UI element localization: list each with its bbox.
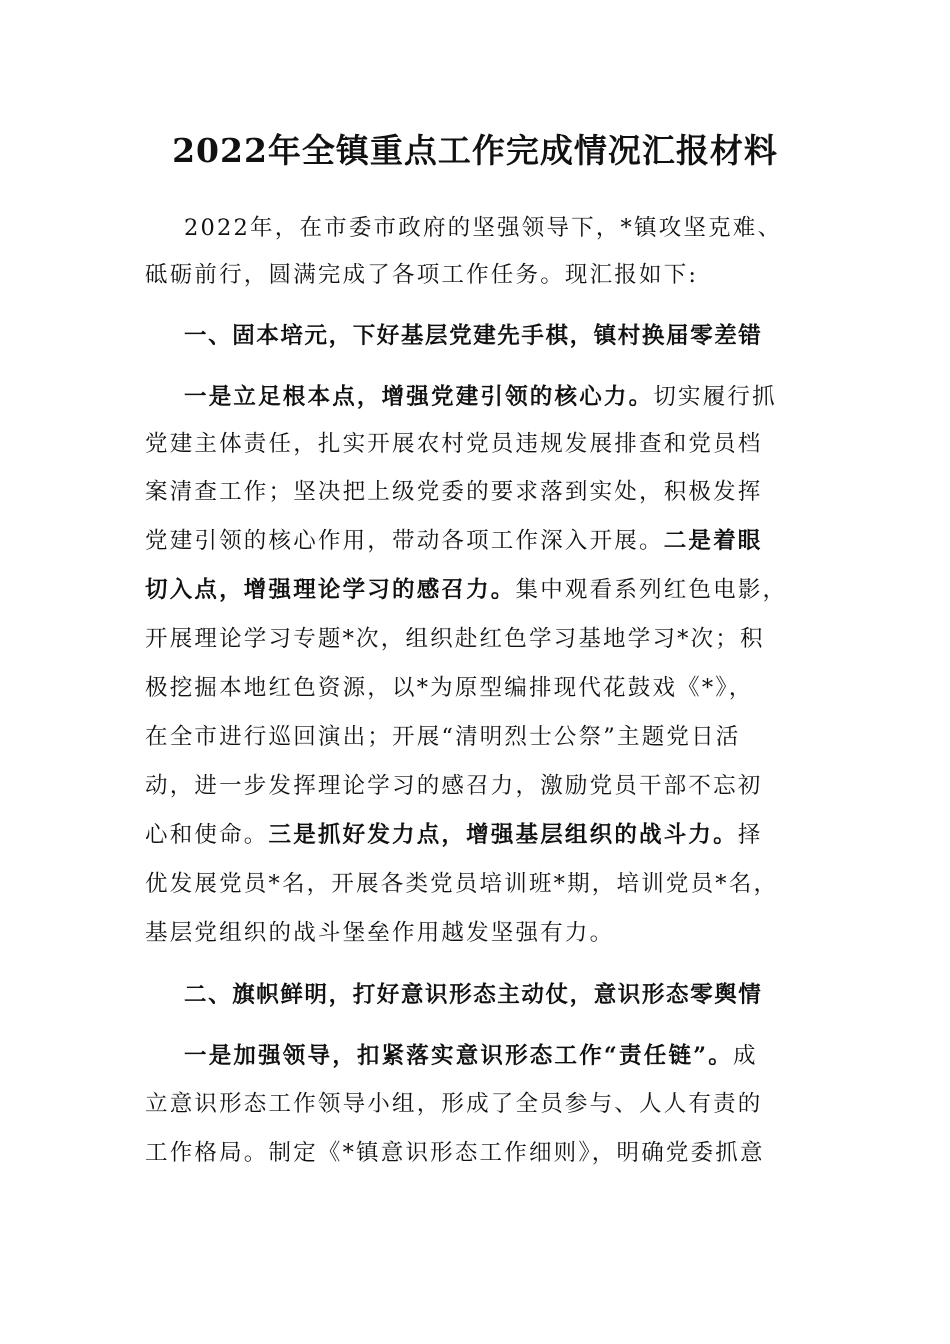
section-1-line-4 bbox=[145, 521, 763, 561]
point-1-title: 一是立足根本点，增强党建引领的核心力。 bbox=[184, 384, 654, 410]
section-1-line-12: 基层党组织的战斗堡垒作用越发坚强有力。 bbox=[145, 920, 615, 946]
text-run: 党建引领的核心作用，带动各项工作深入开展。 bbox=[145, 528, 664, 554]
intro-line-2: 砥砺前行，圆满完成了各项工作任务。现汇报如下: bbox=[145, 262, 699, 288]
section-1-line-9: 动，进一步发挥理论学习的感召力，激励党员干部不忘初 bbox=[145, 773, 763, 799]
document-title: 2022年全镇重点工作完成情况汇报材料 bbox=[172, 131, 778, 170]
section-2-line-2: 立意识形态工作领导小组，形成了全员参与、人人有责的 bbox=[145, 1091, 763, 1117]
section-1-line-7: 极挖掘本地红色资源，以*为原型编排现代花鼓戏《*》， bbox=[145, 675, 754, 701]
section-1-line-10 bbox=[145, 815, 763, 855]
point-2-title-end: 切入点，增强理论学习的感召力。 bbox=[145, 577, 516, 603]
section-2-line-1 bbox=[184, 1036, 758, 1076]
section-1-line-5 bbox=[145, 570, 787, 610]
point-3-title: 三是抓好发力点，增强基层组织的战斗力。 bbox=[268, 822, 738, 848]
section-1-line-11: 优发展党员*名，开展各类党员培训班*期，培训党员*名， bbox=[145, 871, 779, 897]
text-run: 切实履行抓 bbox=[653, 384, 777, 410]
section-1-line-6: 开展理论学习专题*次，组织赴红色学习基地学习*次；积 bbox=[145, 626, 765, 652]
text-run: 择 bbox=[737, 822, 763, 848]
section-1-heading: 一、固本培元，下好基层党建先手棋，镇村换届零差错 bbox=[184, 323, 763, 349]
section-2-heading: 二、旗帜鲜明，打好意识形态主动仗，意识形态零舆情 bbox=[184, 982, 763, 1008]
point-2-title-start: 二是着眼 bbox=[663, 528, 763, 554]
intro-line-1: 2022年，在市委市政府的坚强领导下，*镇攻坚克难、 bbox=[184, 215, 783, 241]
text-run: 心和使命。 bbox=[145, 822, 269, 848]
section-2-line-3: 工作格局。制定《*镇意识形态工作细则》，明确党委抓意 bbox=[145, 1140, 765, 1166]
text-run: 成 bbox=[733, 1043, 758, 1069]
text-run: 集中观看系列红色电影， bbox=[515, 577, 788, 603]
section-1-line-8: 在全市进行巡回演出；开展“清明烈士公祭”主题党日活 bbox=[145, 724, 741, 750]
point-1-title: 一是加强领导，扣紧落实意识形态工作“责任链”。 bbox=[184, 1043, 733, 1069]
section-1-line-2: 党建主体责任，扎实开展农村党员违规发展排查和党员档 bbox=[145, 431, 763, 457]
section-1-line-1 bbox=[184, 377, 777, 417]
section-1-line-3: 案清查工作；坚决把上级党委的要求落到实处，积极发挥 bbox=[145, 479, 763, 505]
